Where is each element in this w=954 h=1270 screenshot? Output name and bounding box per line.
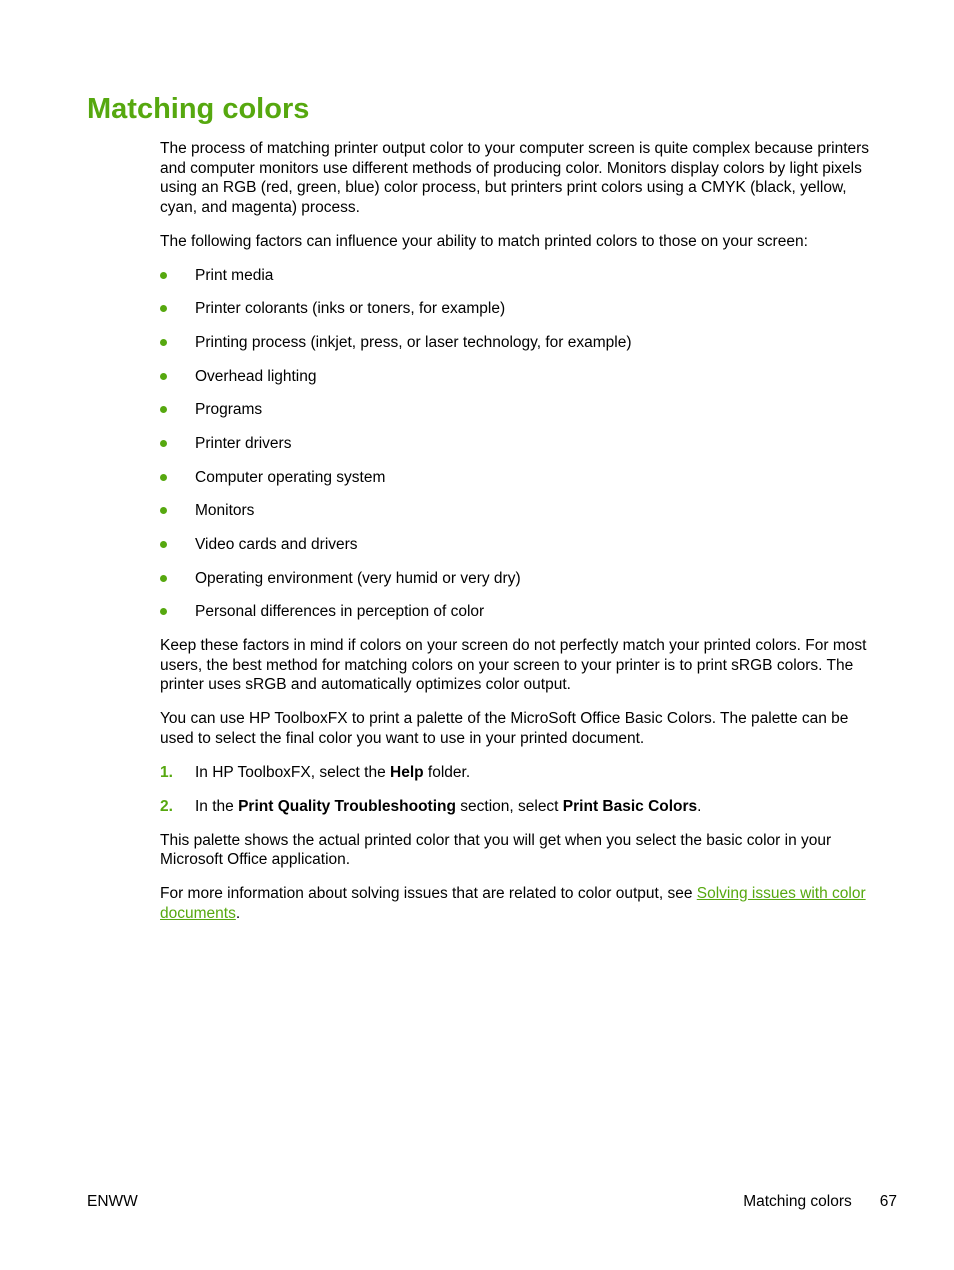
page-title: Matching colors (87, 93, 310, 125)
step-item: 1. In HP ToolboxFX, select the Help folder. (160, 763, 471, 781)
page-content (160, 139, 882, 938)
bullet-icon (160, 339, 167, 346)
bullet-icon (160, 575, 167, 582)
keep-in-mind-paragraph: Keep these factors in mind if colors on your screen do not perfectly match your printed colors. For most users, the best method for matching colors on your screen to your printer is to print sRGB colors. The printer uses sRGB and automatically optimizes color output. (160, 637, 867, 694)
list-item: Printing process (inkjet, press, or laser technology, for example) (160, 333, 882, 353)
step-number: 1. (160, 763, 173, 781)
factors-list (160, 266, 882, 622)
section-label: Print Quality Troubleshooting (238, 797, 456, 815)
list-item: Personal differences in perception of color (160, 602, 882, 622)
footer-label: ENWW (87, 1193, 138, 1210)
list-item: Video cards and drivers (160, 535, 882, 555)
bullet-icon (160, 305, 167, 312)
footer-section-title: Matching colors (743, 1193, 852, 1210)
bullet-icon (160, 373, 167, 380)
list-item: Printer colorants (inks or toners, for example) (160, 299, 882, 319)
factors-lead-paragraph: The following factors can influence your ability to match printed colors to those on your screen: (160, 232, 808, 250)
bullet-icon (160, 272, 167, 279)
list-item: Computer operating system (160, 468, 882, 488)
list-item: Printer drivers (160, 434, 882, 454)
bullet-icon (160, 507, 167, 514)
palette-note-paragraph: This palette shows the actual printed color that you will get when you select the basic color in your Microsoft Office application. (160, 831, 832, 869)
steps-list (160, 763, 882, 817)
step-item: 2. In the Print Quality Troubleshooting section, select Print Basic Colors. (160, 797, 702, 815)
help-folder-label: Help (390, 763, 424, 781)
list-item: Overhead lighting (160, 367, 882, 387)
toolbox-paragraph: You can use HP ToolboxFX to print a palette of the MicroSoft Office Basic Colors. The palette can be used to select the final color you want to use in your printed document. (160, 710, 849, 747)
bullet-icon (160, 541, 167, 548)
bullet-icon (160, 474, 167, 481)
more-info-paragraph: For more information about solving issues that are related to color output, see Solving issues with color documents. (160, 885, 866, 922)
print-basic-colors-label: Print Basic Colors (562, 797, 698, 815)
bullet-icon (160, 440, 167, 447)
page-number: 67 (879, 1193, 897, 1210)
intro-paragraph: The process of matching printer output color to your computer screen is quite complex because printers and computer monitors use different methods of producing color. Monitors display colors by light pixels using an RGB (red, green, blue) color process, but printers print colors using a CMYK (black, yellow, cyan, and magenta) process. (160, 140, 870, 216)
solving-issues-link[interactable]: Solving issues with color documents (160, 885, 866, 922)
list-item: Operating environment (very humid or very dry) (160, 569, 882, 589)
list-item: Monitors (160, 501, 882, 521)
list-item: Programs (160, 400, 882, 420)
list-item: Print media (160, 266, 882, 286)
step-number: 2. (160, 797, 173, 815)
bullet-icon (160, 406, 167, 413)
footer-right (743, 1192, 897, 1212)
bullet-icon (160, 608, 167, 615)
